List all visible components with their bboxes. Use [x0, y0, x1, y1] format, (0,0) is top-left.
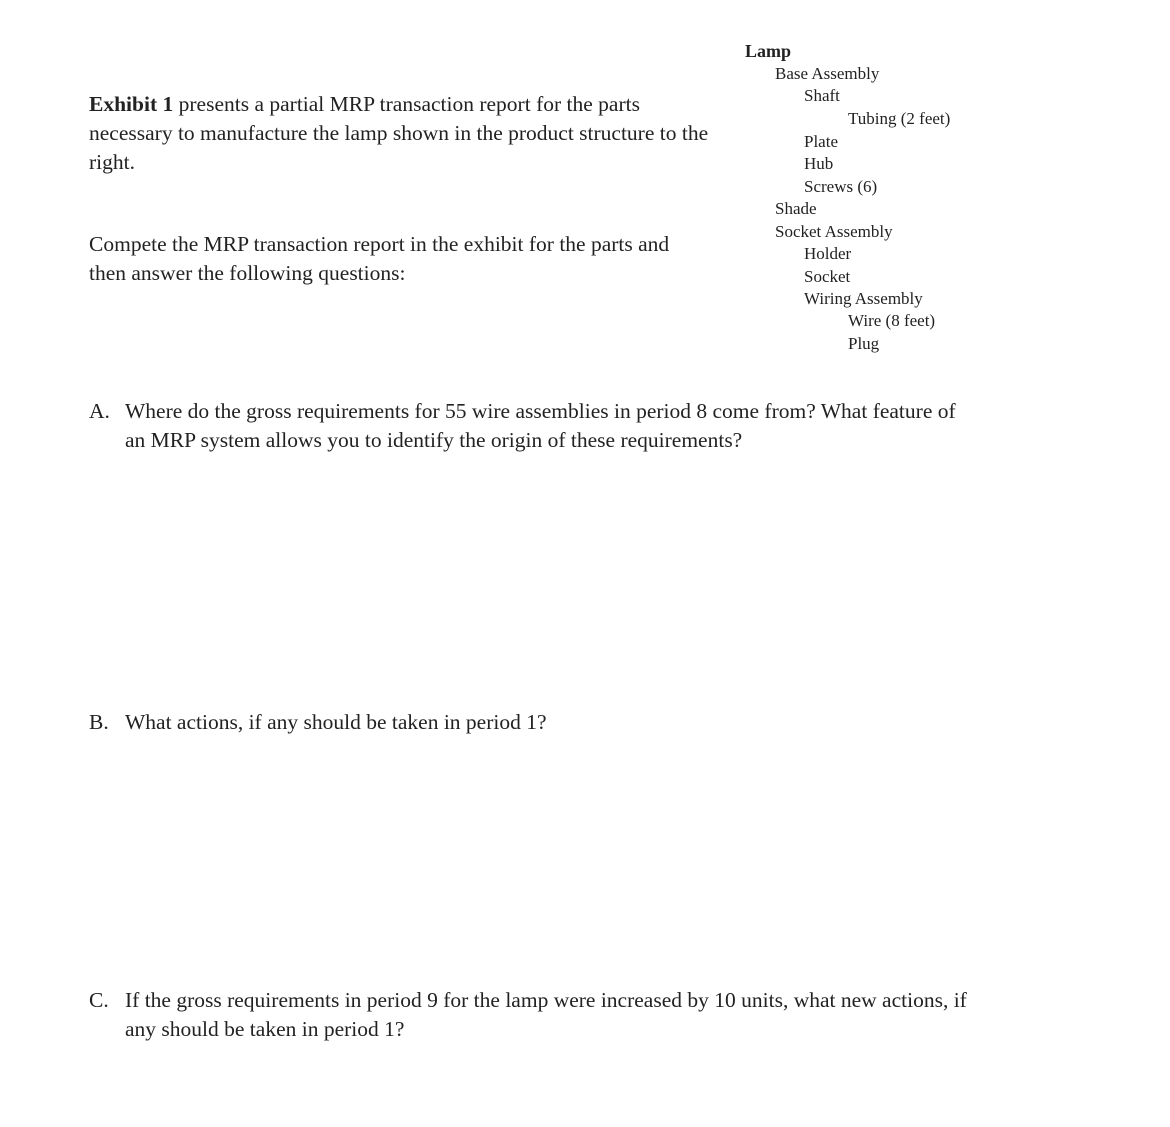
intro-paragraph — [89, 90, 709, 177]
bom-shaft: Shaft — [804, 86, 840, 105]
bom-socket: Socket — [804, 267, 851, 286]
instruction-paragraph: Compete the MRP transaction report in the exhibit for the parts and then answer the following questions: — [89, 232, 670, 285]
question-b-letter: B. — [89, 710, 109, 734]
bom-plug: Plug — [848, 334, 880, 353]
bom-holder: Holder — [804, 244, 852, 263]
bom-wiring-assembly: Wiring Assembly — [804, 289, 923, 308]
bom-wire: Wire (8 feet) — [848, 311, 936, 330]
question-a-letter: A. — [89, 399, 110, 423]
question-c-text: If the gross requirements in period 9 for the lamp were increased by 10 units, what new actions, if any should be taken in period 1? — [125, 988, 967, 1041]
bom-hub: Hub — [804, 154, 834, 173]
question-c-letter: C. — [89, 988, 109, 1012]
bom-screws: Screws (6) — [804, 177, 878, 196]
bom-socket-assembly: Socket Assembly — [775, 222, 893, 241]
bom-lamp: Lamp — [745, 41, 792, 61]
bom-tubing: Tubing (2 feet) — [848, 109, 951, 128]
question-b-text: What actions, if any should be taken in period 1? — [125, 710, 547, 734]
question-c — [89, 986, 979, 1044]
bom-shade: Shade — [775, 199, 817, 218]
question-b — [89, 708, 979, 737]
bom-base-assembly: Base Assembly — [775, 64, 880, 83]
question-a-text: Where do the gross requirements for 55 wire assemblies in period 8 come from? What feature of an MRP system allows you to identify the origin of these requirements? — [125, 399, 956, 452]
exhibit-label: Exhibit 1 — [89, 92, 174, 116]
intro-text: presents a partial MRP transaction report for the parts necessary to manufacture the lamp shown in the product structure to the right. — [89, 92, 709, 174]
bom-plate: Plate — [804, 132, 838, 151]
product-structure-tree — [745, 40, 1005, 360]
question-a — [89, 397, 979, 455]
